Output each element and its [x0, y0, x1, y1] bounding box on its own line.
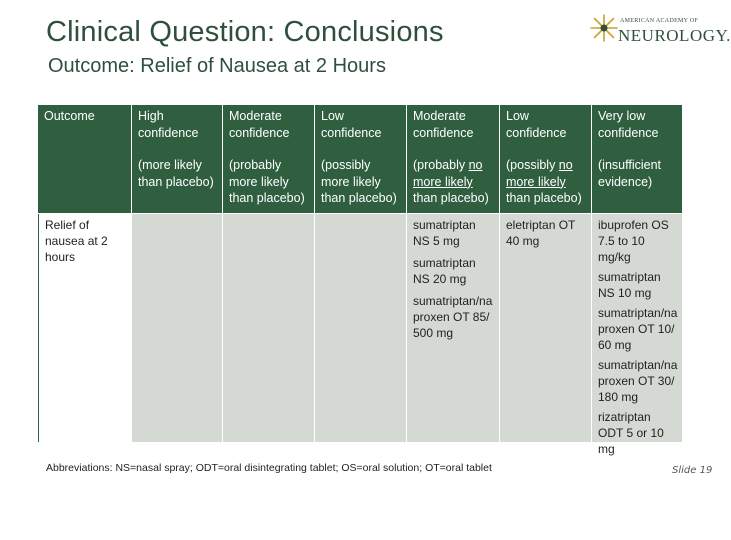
treatment-item: sumatriptan/naproxen OT 30/180 mg	[598, 358, 678, 404]
body-col-6	[592, 214, 682, 456]
confidence-level: Low confidence	[321, 109, 382, 140]
treatment-item: sumatriptan/naproxen OT 85/500 mg	[413, 294, 493, 340]
confidence-level: High confidence	[138, 109, 199, 140]
treatment-item: sumatriptan NS 5 mg	[413, 218, 476, 248]
confidence-desc: (probably more likely than placebo)	[229, 158, 305, 205]
body-col-2	[223, 214, 314, 442]
table-header-outcome	[38, 105, 131, 213]
confidence-desc: (insufficient evidence)	[598, 158, 661, 189]
treatment-item: ibuprofen OS 7.5 to 10 mg/kg	[598, 218, 669, 264]
treatment-item: sumatriptan NS 10 mg	[598, 270, 661, 300]
page-title: Clinical Question: Conclusions	[46, 16, 444, 48]
confidence-desc: (possibly more likely than placebo)	[321, 158, 397, 205]
body-col-1	[132, 214, 222, 442]
logo-line-2: NEUROLOGY.	[618, 26, 731, 45]
confidence-desc: (possibly no more likely than placebo)	[506, 158, 582, 205]
header-col-3	[315, 105, 406, 213]
confidence-level: Moderate confidence	[413, 109, 474, 140]
header-col-1	[132, 105, 222, 213]
treatment-item: eletriptan OT 40 mg	[506, 218, 576, 248]
header-col-4	[407, 105, 499, 213]
outcome-label: Outcome	[44, 109, 95, 123]
header-col-2	[223, 105, 314, 213]
confidence-level: Very low confidence	[598, 109, 659, 140]
row-label-relief-of-nausea: Relief of nausea at 2 hours	[38, 214, 131, 442]
conclusions-table	[38, 105, 682, 456]
logo-line-1: AMERICAN ACADEMY OF	[620, 18, 699, 24]
sunburst-icon	[590, 14, 618, 42]
treatment-item: rizatriptan ODT 5 or 10 mg	[598, 410, 664, 456]
treatment-item: sumatriptan/naproxen OT 10/60 mg	[598, 306, 678, 352]
treatment-item: sumatriptan NS 20 mg	[413, 256, 476, 286]
confidence-desc: (probably no more likely than placebo)	[413, 158, 489, 205]
body-col-4	[407, 214, 499, 442]
page-subtitle: Outcome: Relief of Nausea at 2 Hours	[48, 55, 386, 77]
header-col-5	[500, 105, 591, 213]
header-col-6	[592, 105, 682, 213]
slide-number: Slide 19	[672, 465, 713, 476]
body-col-3	[315, 214, 406, 442]
confidence-desc: (more likely than placebo)	[138, 158, 214, 189]
abbreviations-footnote: Abbreviations: NS=nasal spray; ODT=oral disintegrating tablet; OS=oral solution; OT=oral tablet	[46, 462, 492, 474]
confidence-level: Low confidence	[506, 109, 567, 140]
body-col-5	[500, 214, 591, 442]
confidence-level: Moderate confidence	[229, 109, 290, 140]
aan-logo	[590, 12, 731, 50]
